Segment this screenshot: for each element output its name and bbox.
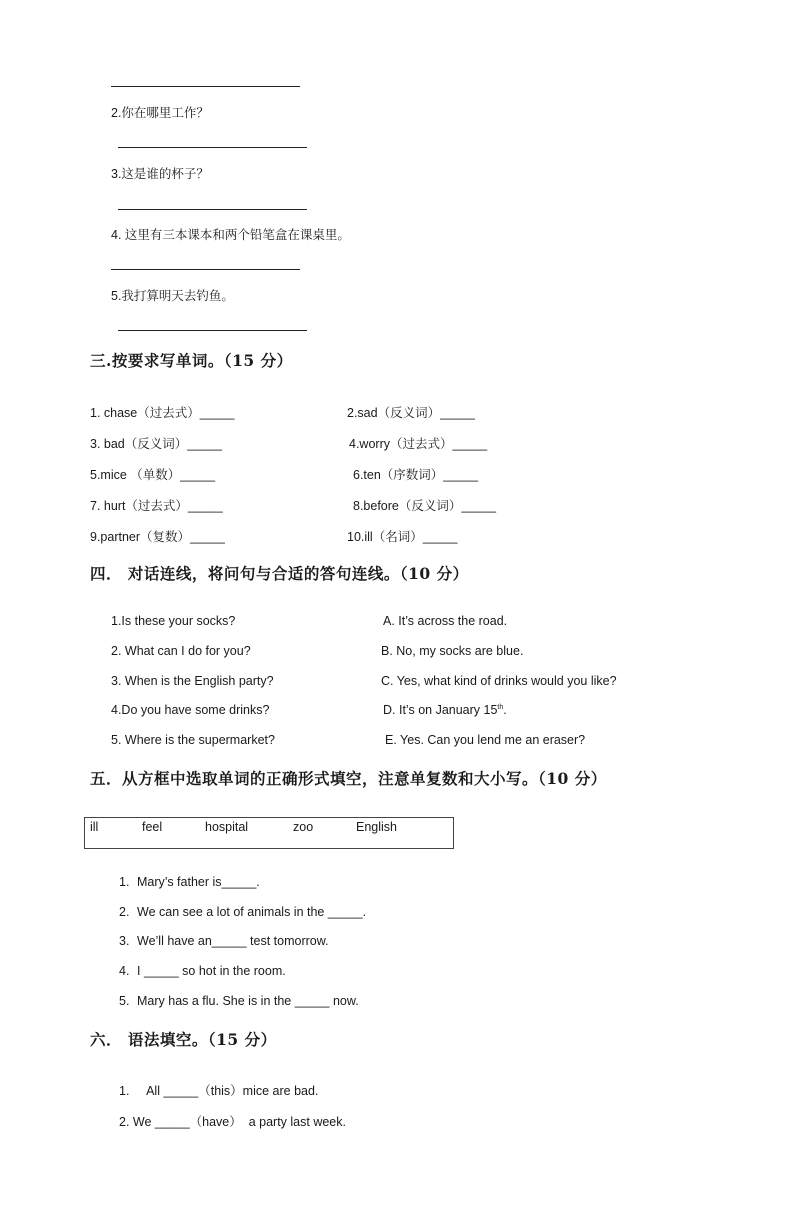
fill-item-number: 4. bbox=[119, 964, 130, 978]
answer-line[interactable] bbox=[118, 147, 307, 148]
word-box bbox=[84, 817, 454, 849]
translate-item-3: 3.这是谁的杯子？ bbox=[111, 167, 209, 181]
word-box-item: zoo bbox=[293, 820, 314, 834]
translate-item-5: 5.我打算明天去钓鱼。 bbox=[111, 289, 234, 303]
section-4-title: 四． 对话连线，将问句与合适的答句连线。（10 分） bbox=[90, 564, 469, 583]
section-3-item: 1. chase（过去式）_____ bbox=[90, 406, 235, 420]
section-3-item: 8.before（反义词）_____ bbox=[353, 499, 497, 513]
fill-item-number: 3. bbox=[119, 934, 130, 948]
fill-item[interactable]: Mary has a flu. She is in the _____ now. bbox=[137, 994, 359, 1008]
answer-item[interactable] bbox=[383, 703, 507, 717]
answer-item[interactable]: E. Yes. Can you lend me an eraser? bbox=[385, 733, 586, 747]
answer-line[interactable] bbox=[111, 86, 300, 87]
question-item[interactable]: 1.Is these your socks? bbox=[111, 614, 236, 628]
question-item[interactable]: 2. What can I do for you? bbox=[111, 644, 251, 658]
answer-d-text: D. It’s on January 15 bbox=[383, 703, 498, 717]
question-item[interactable]: 5. Where is the supermarket? bbox=[111, 733, 275, 747]
translate-item-2: 2.你在哪里工作？ bbox=[111, 106, 209, 120]
answer-item[interactable]: A. It’s across the road. bbox=[383, 614, 508, 628]
section-3-item: 2.sad（反义词）_____ bbox=[347, 406, 475, 420]
fill-item-number: 2. bbox=[119, 905, 130, 919]
word-box-item: hospital bbox=[205, 820, 249, 834]
question-item[interactable]: 4.Do you have some drinks? bbox=[111, 703, 270, 717]
fill-item[interactable]: We’ll have an_____ test tomorrow. bbox=[137, 934, 329, 948]
section-3-item: 5.mice （单数）_____ bbox=[90, 468, 216, 482]
section-3-item: 6.ten（序数词）_____ bbox=[353, 468, 479, 482]
answer-line[interactable] bbox=[118, 209, 307, 210]
answer-d-end: . bbox=[503, 703, 507, 717]
section-3-item: 7. hurt（过去式）_____ bbox=[90, 499, 223, 513]
grammar-item[interactable]: 2. We _____（have） a party last week. bbox=[119, 1115, 346, 1129]
section-3-item: 10.ill（名词）_____ bbox=[347, 530, 458, 544]
section-3-item: 9.partner（复数）_____ bbox=[90, 530, 225, 544]
fill-item-number: 5. bbox=[119, 994, 130, 1008]
answer-item[interactable]: C. Yes, what kind of drinks would you like? bbox=[381, 674, 617, 688]
fill-item[interactable]: Mary’s father is_____. bbox=[137, 875, 260, 889]
word-box-item: ill bbox=[90, 820, 99, 834]
fill-item[interactable]: I _____ so hot in the room. bbox=[137, 964, 286, 978]
answer-line[interactable] bbox=[111, 269, 300, 270]
word-box-item: feel bbox=[142, 820, 163, 834]
answer-item[interactable]: B. No, my socks are blue. bbox=[381, 644, 524, 658]
section-3-item: 3. bad（反义词）_____ bbox=[90, 437, 223, 451]
fill-item-number: 1. bbox=[119, 875, 130, 889]
answer-d-sup: th bbox=[497, 703, 504, 711]
question-item[interactable]: 3. When is the English party? bbox=[111, 674, 274, 688]
section-3-title: 三.按要求写单词。（15 分） bbox=[90, 351, 293, 370]
answer-line[interactable] bbox=[118, 330, 307, 331]
word-box-item: English bbox=[356, 820, 397, 834]
section-3-item: 4.worry（过去式）_____ bbox=[349, 437, 488, 451]
section-5-title: 五．从方框中选取单词的正确形式填空，注意单复数和大小写。（10 分） bbox=[90, 769, 607, 788]
fill-item[interactable]: We can see a lot of animals in the _____. bbox=[137, 905, 367, 919]
grammar-item[interactable]: 1. All _____（this）mice are bad. bbox=[119, 1084, 319, 1098]
section-6-title: 六． 语法填空。（15 分） bbox=[90, 1030, 277, 1049]
translate-item-4: 4. 这里有三本课本和两个铅笔盒在课桌里。 bbox=[111, 228, 350, 242]
